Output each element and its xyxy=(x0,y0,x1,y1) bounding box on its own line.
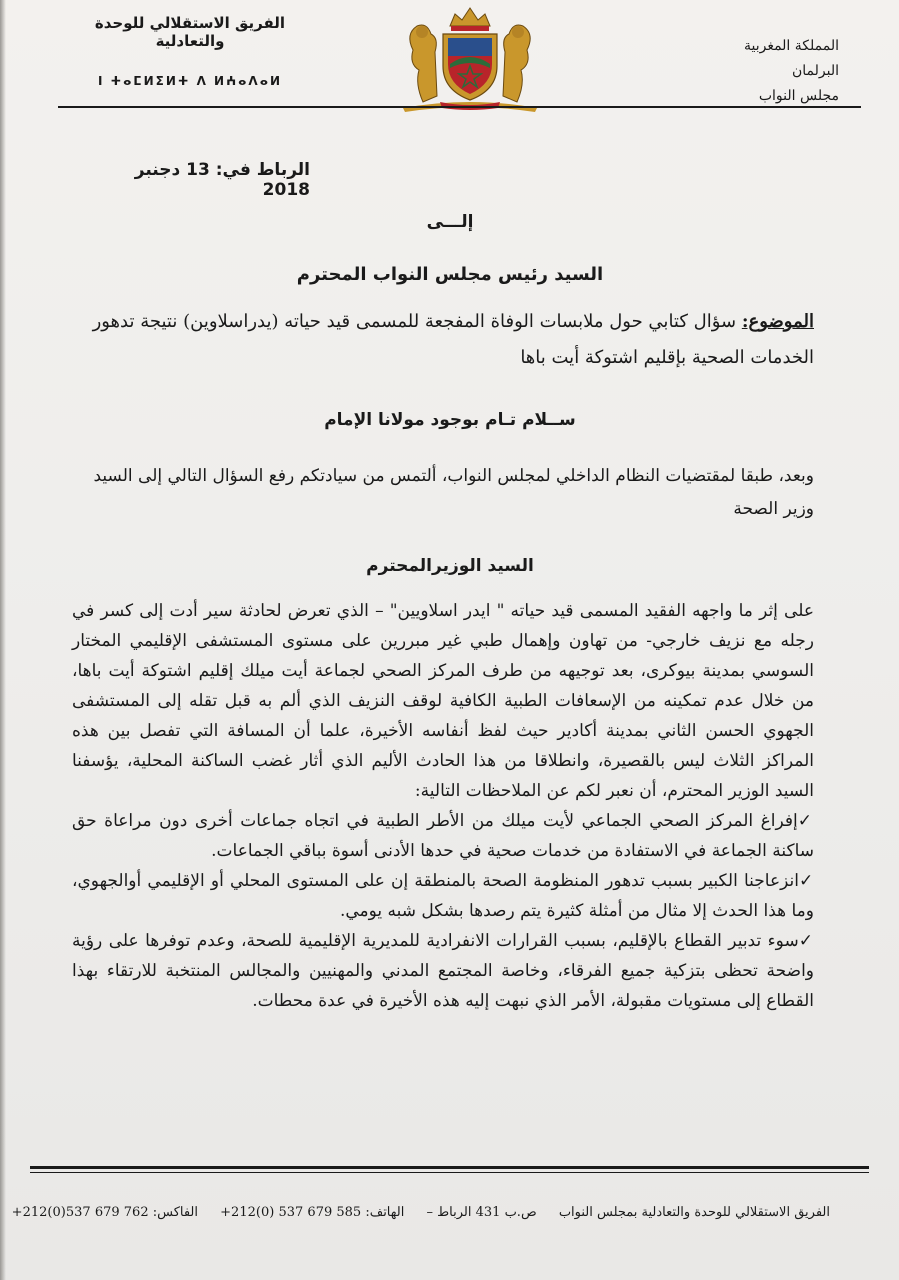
header-divider xyxy=(58,106,861,108)
royal-coat-of-arms-emblem xyxy=(395,4,545,114)
kingdom-letterhead xyxy=(689,34,839,109)
letter-body xyxy=(72,596,814,1016)
check-mark-icon: ✓ xyxy=(798,931,814,951)
page-edge-shadow xyxy=(0,0,6,1280)
observation-text: سوء تدبير القطاع بالإقليم، بسبب القرارات الانفرادية للمديرية الإقليمية للصحة، وعدم توفرها على رؤية واضحة تحظى بتزكية جميع الفرقاء، وخاصة المجتمع المدني والمهنيين والمجالس المنتخبة للارتقاء بهذا القطاع إلى مستويات مقبولة، الأمر الذي نبهت إليه هذه الأخيرة في عدة محطات. xyxy=(72,931,814,1011)
date-line: الرباط في: 13 دجنبر 2018 xyxy=(134,160,310,200)
observation-text: إفراغ المركز الصحي الجماعي لأيت ميلك من الأطر الطبية في اتجاه جماعات أخرى دون مراعاة حق ساكنة الجماعة في الاستفادة من خدمات صحية في حدها الأدنى أسوة بباقي الجماعات. xyxy=(72,811,814,861)
observation-point-3 xyxy=(72,926,814,1016)
greeting-line: ســلام تـام بوجود مولانا الإمام xyxy=(324,410,576,430)
group-name: الفريق الاستقلالي للوحدة والتعادلية xyxy=(94,14,286,50)
footer-divider xyxy=(30,1166,869,1169)
recipient-title: السيد رئيس مجلس النواب المحترم xyxy=(296,264,604,285)
footer-org: الفريق الاستقلالي للوحدة والتعادلية بمجلس النواب xyxy=(558,1205,830,1220)
addressee-prefix: إلـــى xyxy=(426,212,474,232)
intro-paragraph: وبعد، طبقا لمقتضيات النظام الداخلي لمجلس النواب، ألتمس من سيادتكم رفع السؤال التالي إلى السيد وزير الصحة xyxy=(93,466,814,519)
footer-po-box: ص.ب 431 الرباط – xyxy=(426,1205,537,1220)
kingdom-name: المملكة المغربية xyxy=(743,38,839,54)
parliament-name: البرلمان xyxy=(791,63,839,79)
chamber-name: مجلس النواب xyxy=(758,88,839,104)
group-letterhead xyxy=(70,14,310,88)
footer-fax: الفاكس: 762 679 537(0)212+ xyxy=(11,1205,198,1220)
observation-text: انزعاجنا الكبير بسبب تدهور المنظومة الصحة بالمنطقة إن على المستوى المحلي أو الإقليمي أوالجهوي، وما هذا الحدث إلا مثال من أمثلة كثيرة يتم رصدها بشكل شبه يومي. xyxy=(72,871,814,921)
observation-point-1 xyxy=(72,806,814,866)
subject-block xyxy=(78,304,814,376)
check-mark-icon: ✓ xyxy=(798,871,814,891)
minister-salutation: السيد الوزيرالمحترم xyxy=(366,556,534,576)
footer-divider-thin xyxy=(30,1172,869,1173)
subject-label: الموضوع: xyxy=(741,311,814,332)
tifinagh-line: ⵏ ⵜⴰⵎⵍⵉⵍⵜ ⴷ ⵍⵄⴰⴷⴰⵍ xyxy=(97,74,283,88)
check-mark-icon: ✓ xyxy=(797,811,815,831)
observation-point-2 xyxy=(72,866,814,926)
footer-contact xyxy=(11,1205,830,1220)
subject-text: سؤال كتابي حول ملابسات الوفاة المفجعة للمسمى قيد حياته (يدراسلاوين) نتيجة تدهور الخدمات الصحية بإقليم اشتوكة أيت باها xyxy=(92,311,814,368)
body-paragraph: على إثر ما واجهه الفقيد المسمى قيد حياته " ايدر اسلاويين" – الذي تعرض لحادثة سير أدت إلى كسر في رجله مع نزيف خارجي- من تهاون وإهمال طبي غير مبررين على مستوى المستشفى الإقليمي المختار السوسي بمدينة بيوكرى، بعد توجيهه من طرف المركز الصحي لجماعة أيت ميلك إقليم اشتوكة أيت باها، من خلال عدم تمكينه من الإسعافات الطبية الكافية لوقف النزيف الذي ألم به قبل تقله إلى المستشفى الجهوي الحسن الثاني بمدينة أكادير حيث لفظ أنفاسه الأخيرة، علما أن المسافة التي تفصل بين هذه المراكز الثلاث ليس بالقصيرة، وانطلاقا من هذا الحادث الأليم الذي أثار غضب الساكنة المحلية، يؤسفنا السيد الوزير المحترم، أن نعبر لكم عن الملاحظات التالية: xyxy=(72,601,814,801)
footer-phone: الهاتف: 585 679 537 (0)212+ xyxy=(220,1205,405,1220)
